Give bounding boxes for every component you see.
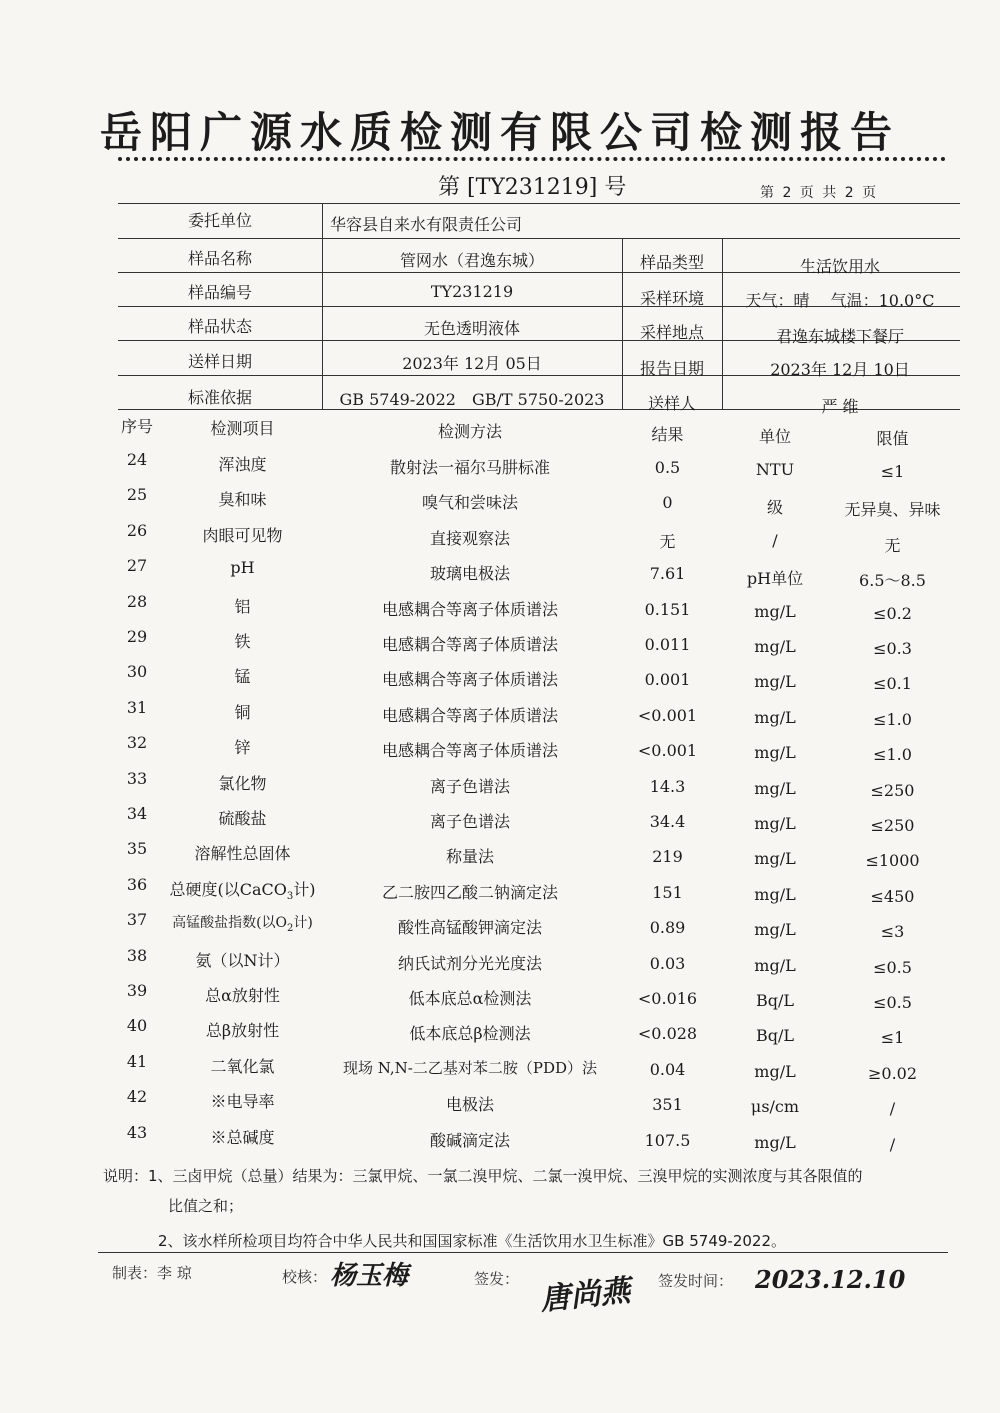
place-label: 采样地点 xyxy=(639,323,704,342)
row-item: 硫酸盐 xyxy=(218,809,267,828)
approved-label: 签发： xyxy=(474,1270,520,1288)
row-item xyxy=(160,877,325,902)
row-result: 无 xyxy=(659,531,676,551)
row-limit: ≤250 xyxy=(870,816,915,835)
row-no: 27 xyxy=(126,556,148,576)
row-result: 151 xyxy=(652,882,683,902)
row-no: 38 xyxy=(126,945,148,965)
row-no: 33 xyxy=(126,768,148,788)
row-method: 低本底总α检测法 xyxy=(408,989,532,1008)
row-result: 7.61 xyxy=(649,564,686,584)
row-limit: 无异臭、异味 xyxy=(844,500,941,520)
row-limit: ≤1 xyxy=(880,462,905,481)
row-method: 离子色谱法 xyxy=(429,812,510,831)
row-method: 嗅气和尝味法 xyxy=(421,493,518,513)
header-result: 结果 xyxy=(651,425,684,444)
row-no: 36 xyxy=(126,874,148,894)
id-value: TY231219 xyxy=(430,282,514,301)
row-no: 42 xyxy=(126,1087,148,1107)
standard-value: GB 5749-2022 GB/T 5750-2023 xyxy=(339,390,605,409)
row-limit: ≤0.1 xyxy=(873,674,912,694)
row-no: 37 xyxy=(126,910,148,930)
row-method: 称量法 xyxy=(445,847,494,867)
row-limit: ≤0.5 xyxy=(873,993,912,1012)
row-unit: mg/L xyxy=(754,884,796,904)
row-limit: ≤0.5 xyxy=(873,957,912,977)
row-method: 纳氏试剂分光光度法 xyxy=(397,953,542,973)
row-limit: / xyxy=(889,1134,896,1154)
info-rule xyxy=(118,203,960,204)
row-no: 39 xyxy=(126,981,148,1000)
row-unit: mg/L xyxy=(754,637,796,656)
row-unit: NTU xyxy=(755,460,795,479)
row-item: 氨（以N计） xyxy=(195,950,290,970)
row-limit: ≤1 xyxy=(880,1028,905,1048)
row-item: 铁 xyxy=(234,632,251,651)
row-result: 0.001 xyxy=(644,670,691,690)
row-no: 26 xyxy=(126,520,148,540)
row-unit: 级 xyxy=(766,498,783,518)
row-limit: ≤0.3 xyxy=(873,639,912,658)
row-limit: / xyxy=(889,1099,896,1119)
row-unit: Bq/L xyxy=(755,1026,794,1046)
row-method: 散射法一福尔马肼标准 xyxy=(389,458,550,477)
report-date-label: 报告日期 xyxy=(639,359,704,378)
row-result: <0.001 xyxy=(637,741,698,761)
row-no: 28 xyxy=(126,591,148,611)
send-date-label: 送样日期 xyxy=(187,352,252,371)
row-item: 总α放射性 xyxy=(205,986,280,1005)
row-result: 34.4 xyxy=(649,812,686,831)
footer-divider xyxy=(98,1252,948,1253)
row-no: 30 xyxy=(126,662,148,682)
row-item: 肉眼可见物 xyxy=(202,525,283,545)
report-title: 岳阳广源水质检测有限公司检测报告 xyxy=(99,108,900,157)
row-item: 锰 xyxy=(234,667,251,687)
row-limit: ≤0.2 xyxy=(873,603,912,623)
title-divider xyxy=(118,157,946,161)
note-2: 2、该水样所检项目均符合中华人民共和国国家标准《生活饮用水卫生标准》GB 5749-2022。 xyxy=(158,1232,786,1250)
row-item-subscript: 2 xyxy=(287,922,294,934)
row-result: 107.5 xyxy=(644,1130,691,1150)
row-no: 31 xyxy=(126,697,148,717)
row-limit: ≤1.0 xyxy=(873,709,912,729)
row-limit: ≥0.02 xyxy=(867,1063,918,1083)
row-result: 0.03 xyxy=(649,953,686,973)
row-item-tail: 计) xyxy=(293,879,316,899)
name-value: 管网水（君逸东城） xyxy=(399,251,544,270)
row-no: 25 xyxy=(126,485,148,505)
row-item-text: 总硬度(以CaCO xyxy=(169,879,287,899)
row-no: 32 xyxy=(126,733,148,753)
row-method: 酸碱滴定法 xyxy=(429,1130,510,1150)
report-date-value: 2023年 12月 10日 xyxy=(770,360,910,379)
row-item xyxy=(160,912,325,934)
row-unit: mg/L xyxy=(754,743,796,763)
row-result: 0.89 xyxy=(649,918,686,938)
approved-signature: 唐尚燕 xyxy=(538,1273,632,1318)
header-unit: 单位 xyxy=(758,427,791,446)
row-method: 低本底总β检测法 xyxy=(409,1024,531,1044)
row-method: 离子色谱法 xyxy=(429,776,510,796)
row-unit: mg/L xyxy=(754,849,796,869)
state-value: 无色透明液体 xyxy=(423,319,520,338)
row-unit: mg/L xyxy=(754,955,796,975)
row-item: ※电导率 xyxy=(210,1092,275,1112)
row-method: 电感耦合等离子体质谱法 xyxy=(381,670,558,690)
row-result: 0.5 xyxy=(654,458,681,477)
row-method: 电极法 xyxy=(445,1095,494,1115)
row-no: 29 xyxy=(126,627,148,646)
row-item-text: 高锰酸盐指数(以O xyxy=(172,915,288,932)
date-signature: 2023.12.10 xyxy=(755,1265,906,1294)
row-limit: ≤250 xyxy=(870,780,915,800)
name-label: 样品名称 xyxy=(187,249,252,268)
row-limit: ≤1000 xyxy=(865,851,920,871)
row-item: 铜 xyxy=(234,702,251,722)
row-limit: ≤1.0 xyxy=(873,745,912,765)
row-unit: pH单位 xyxy=(746,569,804,589)
row-method: 电感耦合等离子体质谱法 xyxy=(381,741,558,761)
row-unit: mg/L xyxy=(754,707,796,727)
row-item: 臭和味 xyxy=(218,490,267,510)
row-method: 电感耦合等离子体质谱法 xyxy=(381,705,558,725)
type-value: 生活饮用水 xyxy=(799,257,880,276)
sender-label: 送样人 xyxy=(647,394,696,413)
row-unit: mg/L xyxy=(754,1061,796,1081)
row-unit: mg/L xyxy=(754,601,796,621)
row-no: 35 xyxy=(126,839,148,859)
row-method: 酸性高锰酸钾滴定法 xyxy=(397,918,542,938)
row-unit: mg/L xyxy=(754,814,796,833)
row-unit: mg/L xyxy=(754,1132,796,1152)
header-method: 检测方法 xyxy=(437,422,502,441)
report-number: 第 [TY231219] 号 xyxy=(438,175,627,200)
row-result: 0.151 xyxy=(644,599,691,619)
row-result: <0.028 xyxy=(637,1024,698,1044)
row-item: 铝 xyxy=(234,596,251,616)
header-item: 检测项目 xyxy=(210,419,275,438)
header-limit: 限值 xyxy=(876,429,909,448)
state-label: 样品状态 xyxy=(187,317,252,336)
env-label: 采样环境 xyxy=(639,289,704,308)
place-value: 君逸东城楼下餐厅 xyxy=(775,327,904,346)
row-unit: / xyxy=(772,530,778,550)
client-label: 委托单位 xyxy=(187,211,252,230)
row-limit: 无 xyxy=(884,535,901,555)
standard-label: 标准依据 xyxy=(187,388,252,407)
row-result: 0 xyxy=(662,493,673,513)
row-limit: ≤450 xyxy=(870,886,915,906)
row-no: 41 xyxy=(126,1051,148,1071)
row-unit: μs/cm xyxy=(750,1097,800,1117)
row-item: pH xyxy=(230,558,255,578)
row-no: 40 xyxy=(126,1016,148,1036)
row-unit: Bq/L xyxy=(755,991,794,1010)
row-limit: ≤3 xyxy=(880,922,905,942)
row-limit: 6.5～8.5 xyxy=(859,571,926,591)
row-result: 0.011 xyxy=(644,635,691,654)
checked-signature: 杨玉梅 xyxy=(330,1261,409,1291)
row-item: 二氧化氯 xyxy=(210,1056,275,1076)
info-column-rule xyxy=(322,203,323,409)
row-item-subscript: 3 xyxy=(286,890,294,902)
row-item: 氯化物 xyxy=(218,773,267,793)
row-method: 直接观察法 xyxy=(429,528,510,548)
row-method: 乙二胺四乙酸二钠滴定法 xyxy=(381,882,558,902)
row-item: 浑浊度 xyxy=(218,455,267,474)
row-result: 351 xyxy=(652,1095,683,1115)
row-unit: mg/L xyxy=(754,672,796,692)
row-unit: mg/L xyxy=(754,920,796,940)
row-method: 玻璃电极法 xyxy=(429,564,510,584)
row-item: 锌 xyxy=(234,738,251,758)
client-value: 华容县自来水有限责任公司 xyxy=(330,215,523,234)
date-label: 签发时间： xyxy=(658,1272,734,1290)
row-no: 24 xyxy=(126,450,148,469)
id-label: 样品编号 xyxy=(187,283,252,302)
row-no: 43 xyxy=(126,1122,148,1142)
row-result: 219 xyxy=(652,847,683,867)
row-item: 溶解性总固体 xyxy=(194,844,291,864)
env-value: 天气：晴 气温：10.0°C xyxy=(745,291,935,310)
note-1b: 比值之和； xyxy=(168,1197,244,1215)
row-result: 14.3 xyxy=(649,776,686,796)
row-result: 0.04 xyxy=(649,1059,686,1079)
row-no: 34 xyxy=(126,804,148,823)
info-rule xyxy=(118,238,960,239)
row-unit: mg/L xyxy=(754,778,796,798)
send-date-value: 2023年 12月 05日 xyxy=(402,354,542,373)
row-item-tail: 计) xyxy=(293,915,313,932)
row-item: 总β放射性 xyxy=(205,1021,280,1041)
row-result: <0.016 xyxy=(637,989,698,1008)
sender-value: 严 维 xyxy=(821,397,859,416)
prepared-by: 制表：李 琼 xyxy=(112,1264,192,1282)
note-1a: 说明：1、三卤甲烷（总量）结果为：三氯甲烷、一氯二溴甲烷、二氯一溴甲烷、三溴甲烷的实测浓度与其各限值的 xyxy=(103,1167,863,1185)
row-method: 现场 N,N-二乙基对苯二胺（PDD）法 xyxy=(342,1058,598,1077)
row-method: 电感耦合等离子体质谱法 xyxy=(381,635,558,654)
header-no: 序号 xyxy=(120,417,153,436)
row-method: 电感耦合等离子体质谱法 xyxy=(381,599,558,619)
checked-label: 校核： xyxy=(282,1268,328,1286)
row-item: ※总碱度 xyxy=(210,1127,275,1147)
type-label: 样品类型 xyxy=(639,253,704,272)
page-info: 第 2 页 共 2 页 xyxy=(760,185,879,201)
row-result: <0.001 xyxy=(637,705,698,725)
